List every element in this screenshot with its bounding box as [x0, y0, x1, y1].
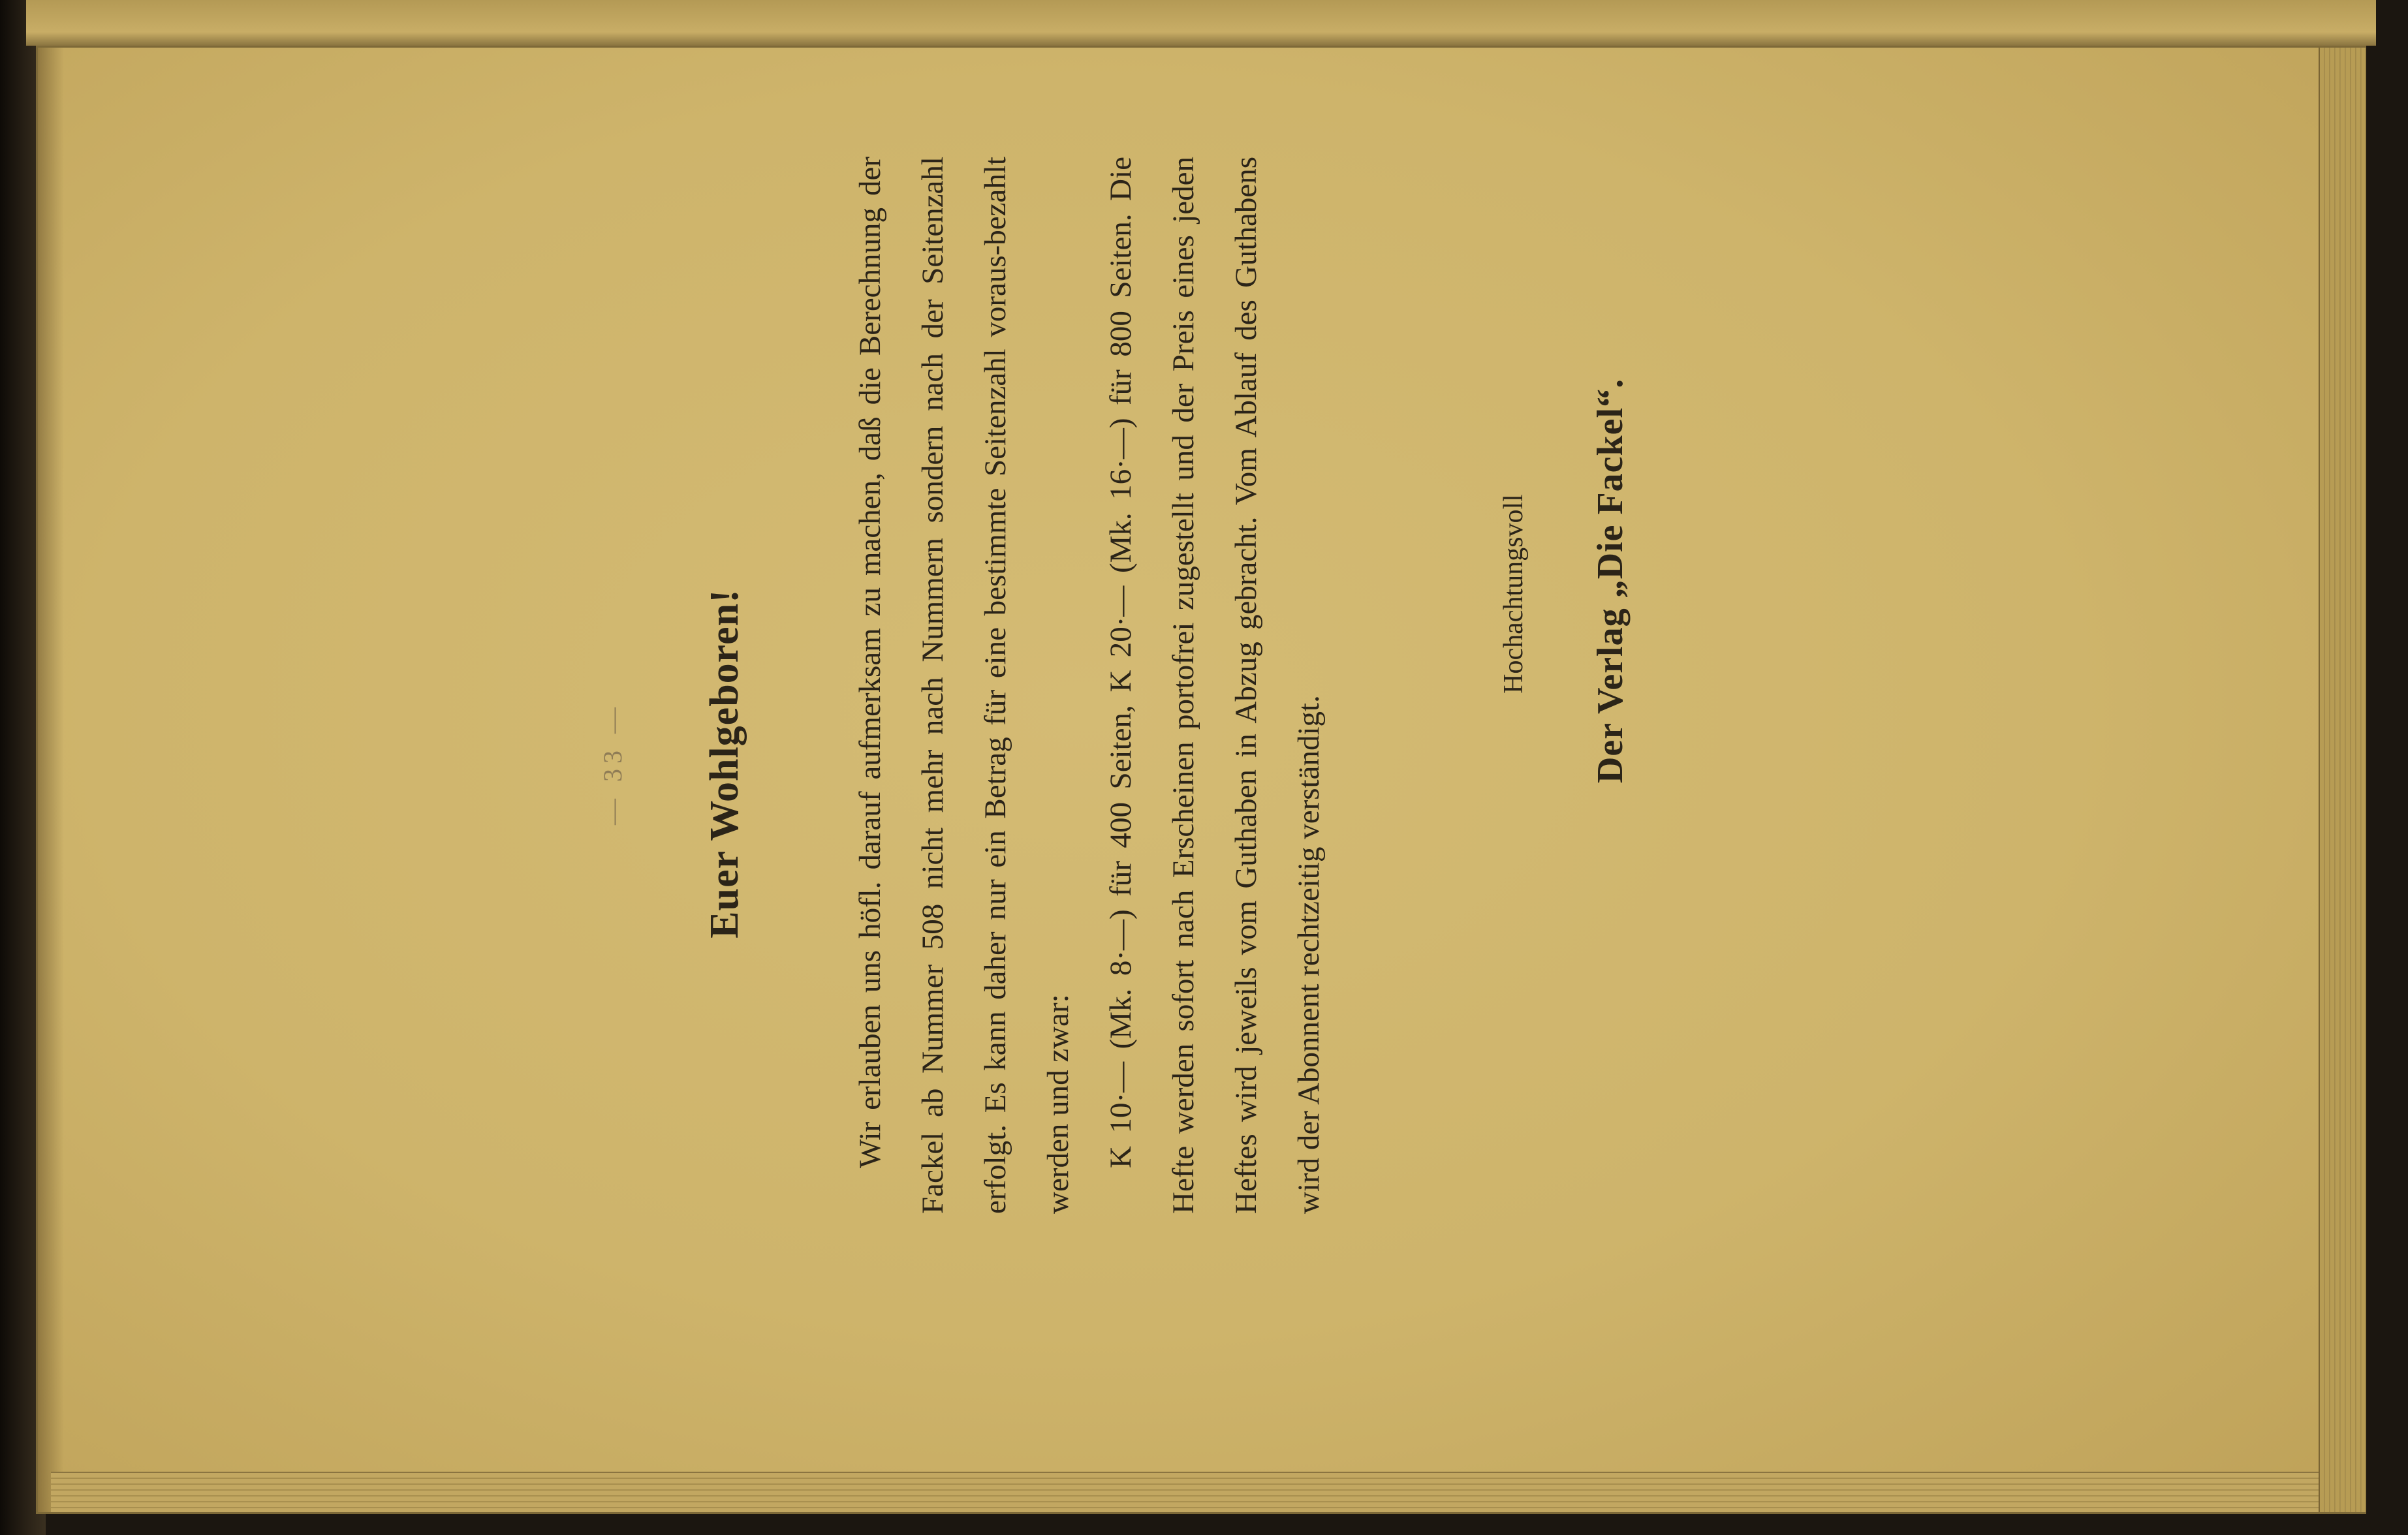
- page-stack-bottom-edge: [51, 1472, 2319, 1512]
- page-number: — 33 —: [598, 702, 627, 825]
- body-paragraph-2: K 10·— (Mk. 8·—) für 400 Seiten, K 20·— (Mk. 16·—) für 800 Seiten. Die Hefte werden sofort nach Erscheinen portofrei zugestellt und der Preis eines jeden Heftes wird jeweils vom Guthaben in Abzug gebracht. Vom Ablauf des Guthabens wird der Abonnent rechtzeitig verständigt.: [1104, 157, 1326, 1214]
- book-top-edge: [26, 0, 2376, 46]
- body-paragraph-1: Wir erlauben uns höfl. darauf aufmerksam zu machen, daß die Berechnung der Fackel ab Nummer 508 nicht mehr nach Nummern sondern nach der Seitenzahl erfolgt. Es kann daher nur ein Betrag für eine bestimmte Seitenzahl voraus-bezahlt werden und zwar:: [853, 157, 1075, 1214]
- gutter-shadow: [38, 48, 64, 1512]
- publisher-signature: Der Verlag „Die Fackel“.: [1590, 378, 1631, 784]
- page-stack-edge: [2319, 48, 2366, 1512]
- notice-body: [839, 157, 1340, 1214]
- salutation-heading: Euer Wohlgeboren!: [702, 589, 747, 938]
- closing-line: Hochachtungsvoll: [1499, 494, 1529, 694]
- printed-notice: [597, 144, 1811, 1384]
